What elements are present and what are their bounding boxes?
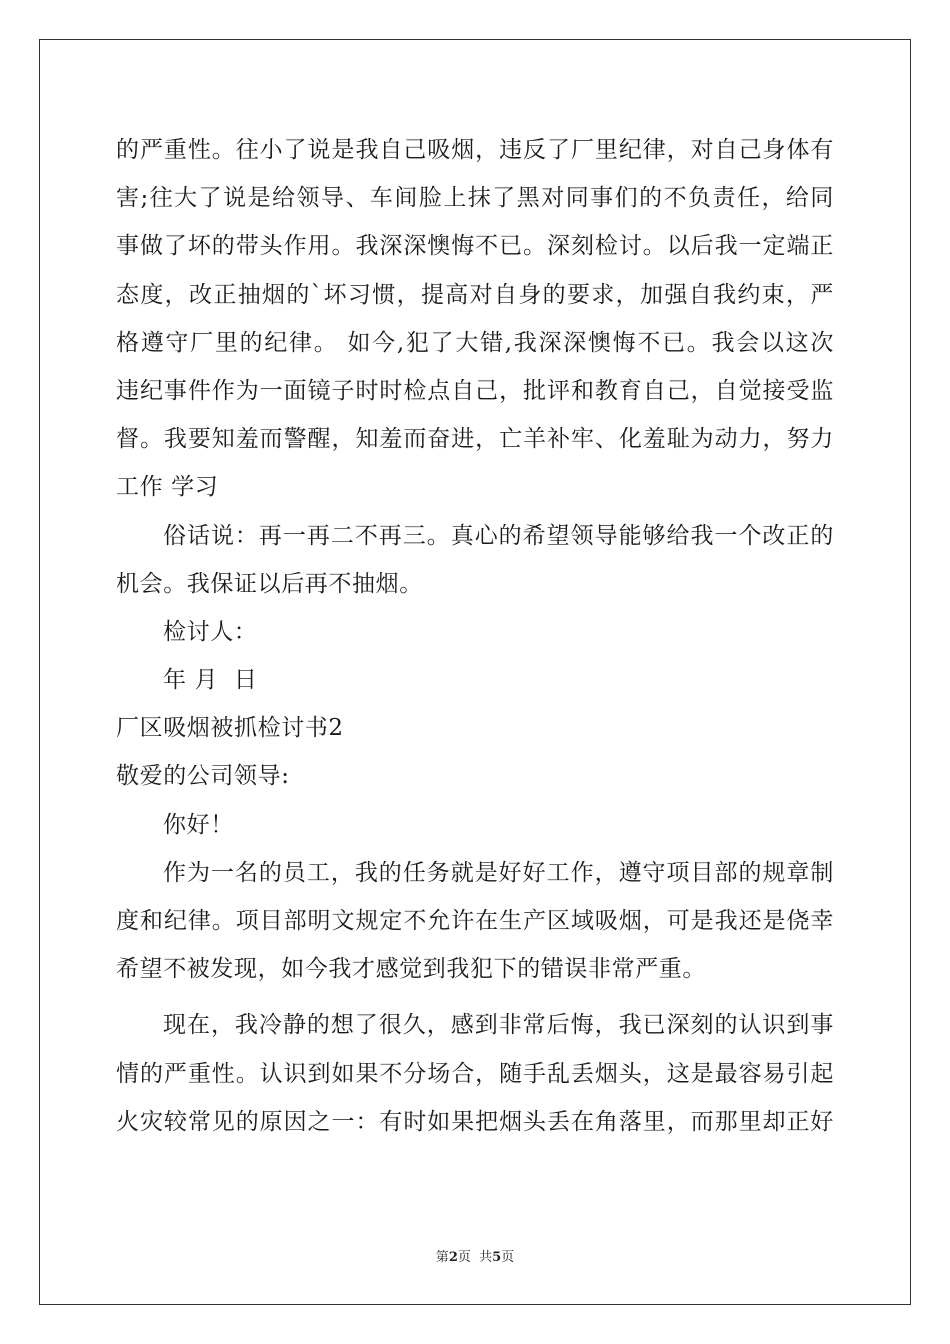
- paragraph-line: 俗话说：再一再二不再三。真心的希望领导能够给我一个改正的: [163, 522, 834, 549]
- paragraph-line: 格遵守厂里的纪律。 如今,犯了大错,我深深懊悔不已。我会以这次: [116, 329, 834, 356]
- paragraph-line: 度和纪律。项目部明文规定不允许在生产区域吸烟，可是我还是侥幸: [116, 908, 834, 934]
- paragraph-line: 火灾较常见的原因之一：有时如果把烟头丢在角落里，而那里却正好: [116, 1108, 834, 1135]
- section-title: 厂区吸烟被抓检讨书2: [116, 715, 344, 742]
- signature-label: 检讨人：: [163, 618, 258, 645]
- document-body: [116, 126, 834, 1146]
- paragraph-line: 工作 学习: [116, 474, 219, 501]
- page-total: 5: [492, 1250, 502, 1265]
- paragraph-line: 害;往大了说是给领导、车间脸上抹了黑对同事们的不负责任，给同: [116, 185, 834, 212]
- paragraph-line: 情的严重性。认识到如果不分场合，随手乱丢烟头，这是最容易引起: [116, 1060, 834, 1087]
- paragraph-line: 希望不被发现，如今我才感觉到我犯下的错误非常严重。: [116, 956, 706, 983]
- greeting: 你好！: [163, 811, 234, 838]
- paragraph-line: 态度，改正抽烟的`坏习惯，提高对自身的要求，加强自我约束，严: [116, 281, 834, 308]
- page-suffix: 页: [501, 1250, 515, 1265]
- paragraph-line: 的严重性。往小了说是我自己吸烟，违反了厂里纪律，对自己身体有: [116, 137, 834, 163]
- date-line: 年 月 日: [163, 667, 258, 694]
- paragraph-line: 作为一名的员工，我的任务就是好好工作，遵守项目部的规章制: [163, 859, 834, 886]
- page-mid: 页 共: [457, 1250, 493, 1265]
- paragraph-line: 督。我要知羞而警醒，知羞而奋进，亡羊补牢、化羞耻为动力，努力: [116, 426, 834, 453]
- paragraph-line: 现在，我冷静的想了很久，感到非常后悔，我已深刻的认识到事: [163, 1012, 834, 1039]
- page-current: 2: [448, 1250, 458, 1265]
- paragraph-line: 事做了坏的带头作用。我深深懊悔不已。深刻检讨。以后我一定端正: [116, 233, 834, 260]
- page-number-footer: [0, 1246, 950, 1265]
- page-prefix: 第: [435, 1250, 449, 1265]
- paragraph-line: 违纪事件作为一面镜子时时检点自己，批评和教育自己，自觉接受监: [116, 377, 834, 404]
- salutation: 敬爱的公司领导:: [116, 763, 290, 790]
- paragraph-line: 机会。我保证以后再不抽烟。: [116, 570, 423, 597]
